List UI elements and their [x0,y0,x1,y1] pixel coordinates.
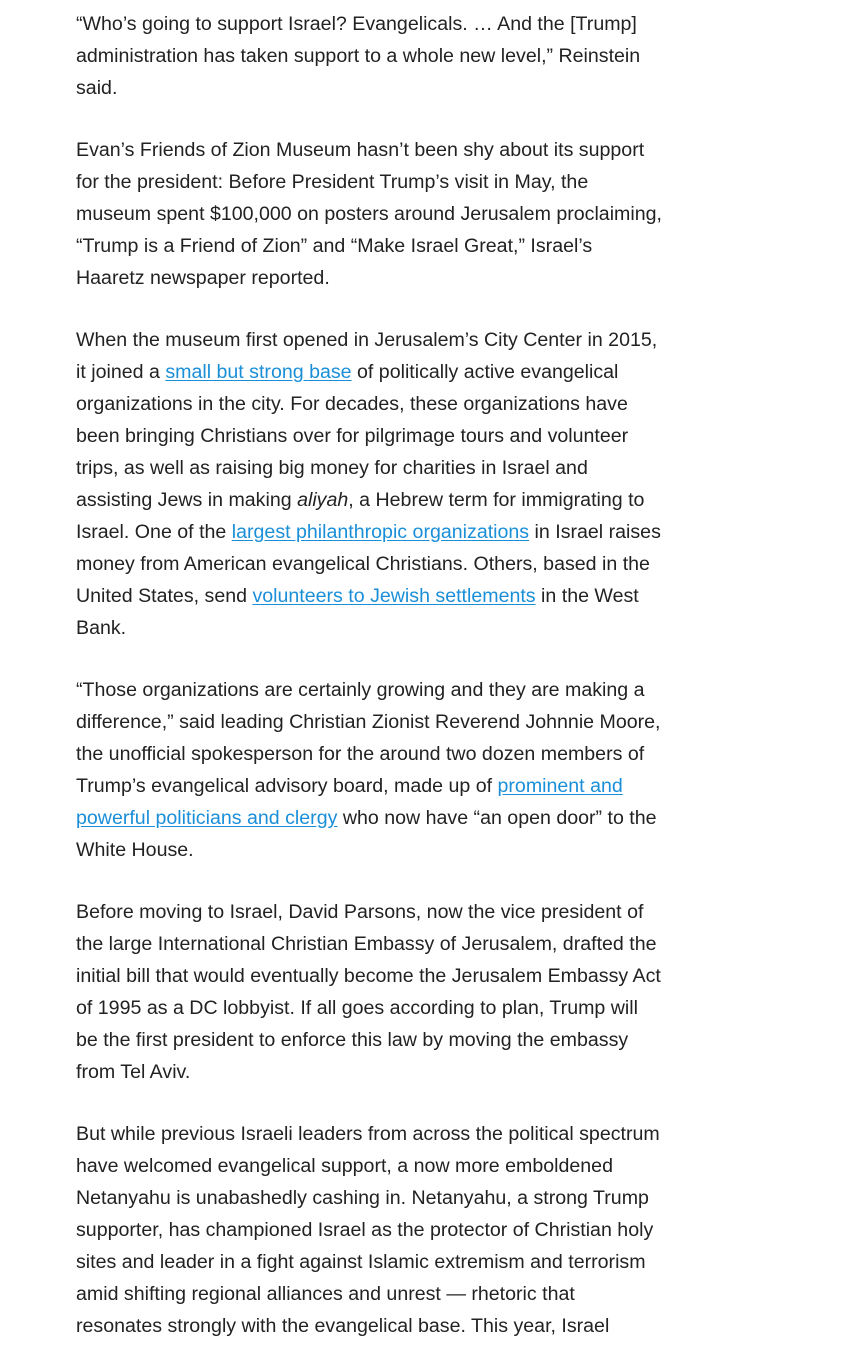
paragraph-reinstein-quote: “Who’s going to support Israel? Evangelicals. … And the [Trump] administration has taken support to a whole new level,” Reinstein said. [76,13,641,99]
link-prominent-and-powerful[interactable]: prominent and powerful politicians and clergy [76,775,623,829]
paragraph-johnnie-moore: “Those organizations are certainly growing and they are making a difference,” said leading Christian Zionist Reverend Johnnie Moore, the unofficial spokesperson for the around two dozen members of Trump’s evangelical advisory board, made up of prominent and powerful politicians and clergy who now have “an open door” to the White House. [76,679,661,861]
paragraph-david-parsons: Before moving to Israel, David Parsons, now the vice president of the large International Christian Embassy of Jerusalem, drafted the initial bill that would eventually become the Jerusalem Embassy Act of 1995 as a DC lobbyist. If all goes according to plan, Trump will be the first president to enforce this law by moving the embassy from Tel Aviv. [76,901,661,1083]
paragraph-netanyahu: But while previous Israeli leaders from across the political spectrum have welcomed evangelical support, a now more emboldened Netanyahu is unabashedly cashing in. Netanyahu, a strong Trump supporter, has championed Israel as the protector of Christian holy sites and leader in a fight against Islamic extremism and terrorism amid shifting regional alliances and unrest — rhetoric that resonates strongly with the evangelical base. This year, Israel [76,1123,660,1337]
link-volunteers-to-jewish-settlements[interactable]: volunteers to Jewish settlements [252,585,536,607]
aliyah-term: aliyah [297,489,349,511]
link-largest-philanthropic-organizations[interactable]: largest philanthropic organizations [231,521,530,543]
article-body [76,8,686,1372]
paragraph-evangelical-organizations: When the museum first opened in Jerusalem’s City Center in 2015, it joined a small but strong base of politically active evangelical organizations in the city. For decades, these organizations have been bringing Christians over for pilgrimage tours and volunteer trips, as well as raising big money for charities in Israel and assisting Jews in making aliyah, a Hebrew term for immigrating to Israel. One of the largest philanthropic organizations in Israel raises money from American evangelical Christians. Others, based in the United States, send volunteers to Jewish settlements in the West Bank. [76,329,661,639]
paragraph-museum-posters: Evan’s Friends of Zion Museum hasn’t been shy about its support for the president: Before President Trump’s visit in May, the museum spent $100,000 on posters around Jerusalem proclaiming, “Trump is a Friend of Zion” and “Make Israel Great,” Israel’s Haaretz newspaper reported. [76,139,662,289]
link-small-but-strong-base[interactable]: small but strong base [165,361,352,383]
